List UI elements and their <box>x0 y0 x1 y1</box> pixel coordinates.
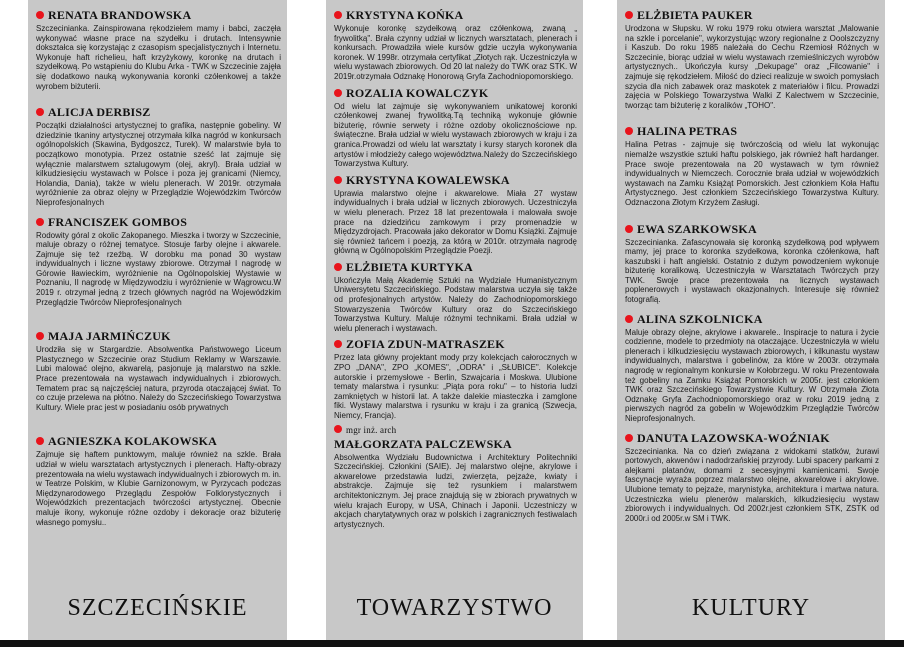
artist-entry <box>625 222 879 305</box>
artist-bio: Uprawia malarstwo olejne i akwarelowe. Miała 27 wystaw indywidualnych i brała udział w licznych zbiorowych. Uczestniczyła w wielu plenerach. Przez 18 lat prezentowała i malowała swoje prace na dziedzińcu zamkowym i przy promenadzie w Międzyzdrojach. Pracowała jako dekorator w Domu Książki. Zajmuje się również tańcem i poezją, za którą w 2010r. otrzymała nagrodę główną w Ogólnopolskim Przeglądzie Poezji. <box>334 188 577 256</box>
artist-bio: Absolwentka Wydziału Budownictwa i Architektury Politechniki Szczecińskiej. Członkini (SAIE). Jej malarstwo olejne, akrylowe i akwarelowe przedstawia ludzi, zwierzęta, pejzaże, kwiaty i abstrakcje. Zajmuje się też rysunkiem i malarstwem architektonicznym. Jej prace znajdują się w zbiorach prywatnych w wielu krajach Europy, w USA, Chinach i Japonii. Uczestniczy w akcjach charytatywnych oraz w polskich i zagranicznych festiwalach artystycznych. <box>334 452 577 529</box>
artist-entry <box>625 8 879 110</box>
footer-word-szczecinskie: SZCZECIŃSKIE <box>67 595 248 621</box>
artist-name: DANUTA LAZOWSKA-WOŹNIAK <box>625 431 879 446</box>
bullet-dot-icon <box>625 127 633 135</box>
column-left <box>28 0 287 640</box>
artist-entry <box>334 86 577 169</box>
artist-entry <box>625 124 879 207</box>
column-middle <box>326 0 583 640</box>
artist-name: KRYSTYNA KOWALEWSKA <box>334 173 577 188</box>
bullet-dot-icon <box>334 340 342 348</box>
artist-name: EWA SZARKOWSKA <box>625 222 879 237</box>
artist-bio: Wykonuje koronkę szydełkową oraz czółenkową, zwaną „ frywolitką". Brała czynny udział w licznych warsztatach, plenerach i konkursach. Prowadziła wiele kursów gdzie uczyła wykonywania koronek. W 1998r. otrzymała certyfikat „Złotych rąk. Uczestniczyła w wielu wystawach zbiorowych. Od 20 lat należy do TWK oraz STK. W 2019r.otrzymała Odznakę Honorową Gryfa Zachodniopomorskiego. <box>334 24 577 81</box>
artist-bio: Szczecinianka. Zafascynowała się koronką szydełkową pod wpływem mamy, jej prace to koronka szydełkowa, koronka czółenkowa, haft kaszubski i haft angielski. Ostatnio z dużym powodzeniem wykonuje biżuterię koralikową. Uczestniczyła w Warsztatach Twórczych przy TWK. Swoje prace prezentowała na licznych wystawach poplenerowych i wystawach okazjonalnych. Interesuje się również fotografią. <box>625 237 879 305</box>
artist-bio: Urodziła się w Stargardzie. Absolwentka Państwowego Liceum Plastycznego w Szczecinie oraz Studium Reklamy w Warszawie. Lubi malować olejno, akwarelą, pasjonuje ją malarstwo na szkle. Prace prezentowała na wystawach indywidualnych i zbiorowych. Tematem prac są najczęściej natura, przyroda otaczającej świat. To co czuje przelewa na płótno. Należy do Szczecińskiego Towarzystwa Kultury. Wiele prac jest w posiadaniu osób prywatnych <box>36 345 281 412</box>
artist-name: FRANCISZEK GOMBOS <box>36 215 281 230</box>
artist-entry <box>334 337 577 420</box>
artist-title: mgr inż. arch <box>334 425 577 436</box>
artist-bio: Przez lata główny projektant mody przy kolekcjach całorocznych w ZPO „DANA", ZPO „KOMES", „ODRA" i „SŁUBICE". Kolekcje autorskie i przemysłowe - Berlin, Szwajcaria i Moskwa. Ulubione tematy malarstwa i rysunku: „Piąta pora roku" – to historia ludzi zamkniętych w historii lat. A także dalekie miasteczka i zamglone fiki. Wystawy malarstwa i rysunku w kraju i za granicą (Szwecja, Niemcy, Francja). <box>334 353 577 420</box>
footer-word-towarzystwo: TOWARZYSTWO <box>356 595 553 621</box>
artist-entry <box>36 8 281 91</box>
bottom-bar <box>0 640 904 647</box>
bullet-dot-icon <box>334 89 342 97</box>
column-right <box>617 0 885 640</box>
bullet-dot-icon <box>36 218 44 226</box>
artist-name: ALICJA DERBISZ <box>36 105 281 120</box>
artist-name: ZOFIA ZDUN-MATRASZEK <box>334 337 577 352</box>
bullet-dot-icon <box>36 108 44 116</box>
artist-entry <box>334 173 577 256</box>
artist-bio: Halina Petras - zajmuje się twórczością od wielu lat wykonując niemalże wszystkie sztuki haftu polskiego, jak również haft hardanger. Prace swoje prezentowała na 20 wystawach w tym również indywidualnych w Niemczech. Corocznie brała udział w wojewódzkich wystawach na Zamku Książąt Pomorskich. Jest członkiem Koła Haftu Artystycznego. Jest członkiem Szczecińskiego Towarzystwa Kultury. Odznaczona Złotym Krzyżem Zasługi. <box>625 140 879 207</box>
footer-word-kultury: KULTURY <box>691 595 811 621</box>
bullet-dot-icon <box>36 11 44 19</box>
artist-bio: Początki działalności artystycznej to grafika, następnie gobeliny. W dziedzinie tkaniny artystycznej otrzymała kilka nagród w konkursach ogólnopolskich (Skawina, Bydgoszcz, Turek). W malarstwie była to początkowo monotypia. Przez ostatnie sześć lat zajmuje się wyłącznie malarstwem sztalugowym (olej, akryl). Brała udział w kilkudziesięciu wystawach w Polsce i poza jej granicami (Niemcy, Holandia, Dania), także w wielu plenerach. W 2019r. otrzymała wyróżnienie za obraz olejny w Przeglądzie Wojewódzkim Twórców Nieprofesjonalnych <box>36 121 281 207</box>
artist-name: RENATA BRANDOWSKA <box>36 8 281 23</box>
bullet-dot-icon <box>36 437 44 445</box>
bullet-dot-icon <box>334 176 342 184</box>
artist-entry <box>36 434 281 527</box>
artist-bio: Rodowity góral z okolic Zakopanego. Mieszka i tworzy w Szczecinie, maluje obrazy o różnej tematyce. Stosuje farby olejne i akwarele. Zajmuje się też rzeźbą. W dorobku ma ponad 30 wystaw indywidualnych i liczne wystawy zbiorowe. Otrzymał I nagrodę w Górowie Iławieckim, wyróżnienie na Ogólnopolskiej Wystawie w Poznaniu, II nagrodę w Międzywodziu i wyróżnienie w Wągrowcu.W 2019 r. otrzymał jedną z trzech głównych nagród na Wojewódzkim Przeglądzie Twórców Nieprofesjonalnych <box>36 230 281 307</box>
artist-entry <box>36 215 281 308</box>
artist-bio: Zajmuje się haftem punktowym, maluje również na szkle. Brała udział w wielu warsztatach artystycznych i plenerach. Hafty-obrazy prezentowała na wielu wystawach indywidualnych i zbiorowych m. in. w Teatrze Polskim, w Klubie Garnizonowym, w Pyrzycach podczas Międzynarodowego Przeglądu Zespołów Folklorystycznych i Wojewódzkich prezentacjach twórczości artystycznej. Obecnie maluje ikony, wykonuje różne ozdoby i dekoracje oraz biżuterię własnego pomysłu.. <box>36 450 282 527</box>
bullet-dot-icon <box>36 332 44 340</box>
artist-entry <box>625 312 879 424</box>
artist-bio: Ukończyła Małą Akademię Sztuki na Wydziale Humanistycznym Uniwersytetu Szczecińskiego. Podstaw malarstwa uczyła się także od profesjonalnych artystów. Należy do Zachodniopomorskiego Stowarzyszenia Twórców Kultury oraz do Szczecińskiego Towarzystwa Kultury. Maluje różnymi technikami. Brała udział w wielu plenerach i wystawach. <box>334 275 577 333</box>
artist-bio: Maluje obrazy olejne, akrylowe i akwarele.. Inspiracje to natura i życie codzienne, modele to przedmioty na otaczające. Uczestniczyła w wielu plenerach i kilkudziesięciu wystawach zbiorowych, i kilkunastu wystaw indywidualnych, malarstwa i gobelinów, za które w 2003r. otrzymała nagrodę w regionalnym konkursie w Kołobrzegu. W roku Prezentowała też gobeliny na Zamku Książąt Pomorskich w 2005r. jest członkiem TWK oraz Szczecińskiego Towarzystwie Kultury. W Otrzymała Złota Odznakę Gryfa Zachodniopomorskiego oraz w roku 2019 jedną z pierwszych nagród za gobelin w Wojewódzkim Przeglądzie Twórców Nieprofesjonalnych. <box>625 327 879 423</box>
artist-name: ALINA SZKOLNICKA <box>625 312 879 327</box>
artist-name: ELŻBIETA KURTYKA <box>334 260 577 275</box>
bullet-dot-icon <box>334 11 342 19</box>
bullet-dot-icon <box>334 263 342 271</box>
artist-name: MAJA JARMIŃCZUK <box>36 329 281 344</box>
artist-bio: Od wielu lat zajmuje się wykonywaniem unikatowej koronki czółenkowej zwanej frywolitką.Tą techniką wykonuje głównie biżuterię, równie serwety i różne ozdoby okolicznościowe np. świąteczne. Brała udział w wielu wystawach zbiorowych w kraju i za granica.Prowadzi od wielu lat warsztaty i kursy starych koronek dla artystów i młodzieży całego województwa.Należy do Szczecińskiego Towarzystwa Kultury. <box>334 101 577 169</box>
artist-entry <box>334 425 577 530</box>
artist-name: HALINA PETRAS <box>625 124 879 139</box>
artist-name: KRYSTYNA KOŃKA <box>334 8 577 23</box>
artist-bio: Urodzona w Słupsku. W roku 1979 roku otwiera warsztat „Malowanie na szkle i porcelanie", wykorzystując wzory regionalne z Ooolszczyzny i Kaszub. Do roku 1985 należała do Cechu Rzemiosł Różnych w Szczecinie, biorąc udział w wielu wystawach rzemieślniczych wyrobów artystycznych.. Ukończyła kursy „Dekupage" oraz „Filcowanie" i zajmuje się rękodziełem. Miłość do dzieci realizuje w swoich pomysłach szycia dla nich zabawek oraz maskotek z materiałów i filcu. Prowadzi zajęcia w Polskiego Towarzystwa Walki Z Kalectwem w Szczecinie, tworząc tam biżuterię z koralików „TOHO". <box>625 24 879 110</box>
artist-entry <box>334 8 577 82</box>
bullet-dot-icon <box>334 425 342 433</box>
artist-entry <box>625 431 879 524</box>
artist-entry <box>334 260 577 334</box>
artist-entry <box>36 329 281 412</box>
artist-bio: Szczecinianka. Zainspirowana rękodziełem mamy i babci, zaczęła wykonywać własne prace na szydełku i drutach. Intensywnie dokształca się korzystając z czasopism specjalistycznych i Internetu. Wykonuje haft richelieu, haft krzyżykowy, koronkę na drutach i szydełkową. Po wstąpieniu do Klubu Arka - TWK w Szczecinie zajęła się dodatkowo nauką wykonywania koronki czółenkowej a także wyrobem biżuterii. <box>36 24 281 91</box>
artist-name: ELŻBIETA PAUKER <box>625 8 879 23</box>
artist-name: MAŁGORZATA PALCZEWSKA <box>334 436 512 451</box>
bullet-dot-icon <box>625 11 633 19</box>
artist-entry <box>36 105 281 207</box>
bullet-dot-icon <box>625 315 633 323</box>
artist-name: ROZALIA KOWALCZYK <box>334 86 577 101</box>
artist-bio: Szczecinianka. Na co dzień związana z widokami statków, żurawi portowych, akwenów i nadodrzańskiej przyrody. Lubi spacery parkami z alejkami platanów, domami z secesyjnymi kamienicami. Swoje fascynacje wyraża poprzez malarstwo olejne, akwarelowe i akrylowe. Ulubione tematy to pejzaże, marynistyka, architektura i martwa natura. Uczestniczka wielu plenerów malarskich, kilkudziesięciu wystaw zbiorowych i indywidualnych. Od 2002r.jest członkiem STK, ZSTK od 2000r.i od 2005r.w SM i TWK. <box>625 446 879 523</box>
artist-name: AGNIESZKA KOLAKOWSKA <box>36 434 281 449</box>
bullet-dot-icon <box>625 434 633 442</box>
bullet-dot-icon <box>625 225 633 233</box>
